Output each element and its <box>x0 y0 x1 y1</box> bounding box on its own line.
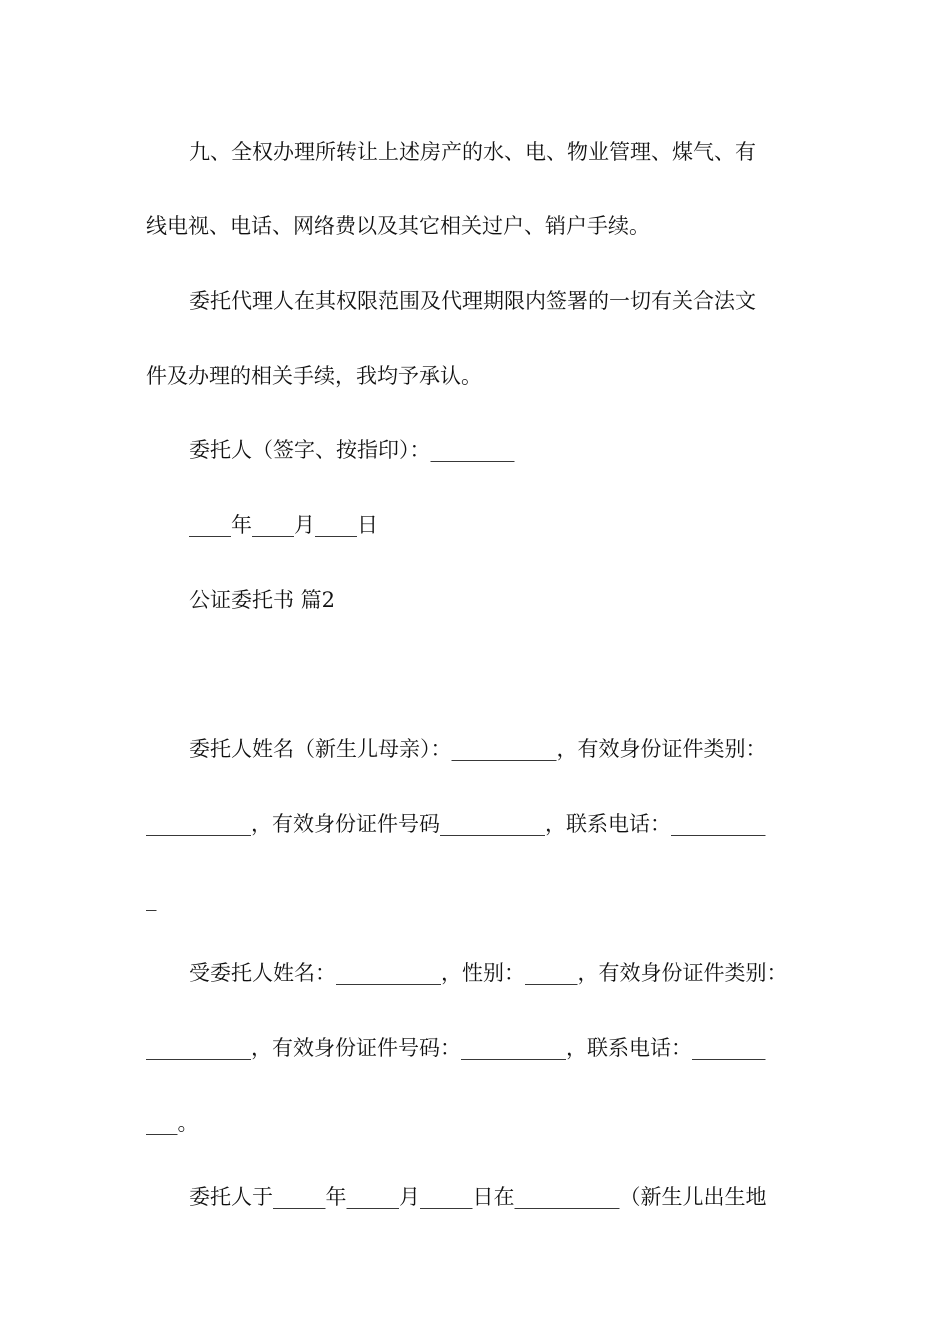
paragraph-line: _ <box>146 887 157 911</box>
paragraph-line: ___。 <box>146 1111 199 1135</box>
date-line: ____年____月____日 <box>189 513 378 537</box>
paragraph-line: 委托人于_____年_____月_____日在__________（新生儿出生地 <box>189 1185 767 1209</box>
paragraph-line: 件及办理的相关手续，我均予承认。 <box>146 364 482 388</box>
paragraph-line: 九、全权办理所转让上述房产的水、电、物业管理、煤气、有 <box>189 140 756 164</box>
section-title: 公证委托书 篇2 <box>189 588 336 612</box>
paragraph-line: 委托人姓名（新生儿母亲）：__________，有效身份证件类别： <box>189 737 767 761</box>
signature-line: 委托人（签字、按指印）：________ <box>189 438 515 462</box>
paragraph-line: 线电视、电话、网络费以及其它相关过户、销户手续。 <box>146 214 650 238</box>
paragraph-line: 委托代理人在其权限范围及代理期限内签署的一切有关合法文 <box>189 289 756 313</box>
paragraph-line: __________，有效身份证件号码__________，联系电话：_________ <box>146 812 766 836</box>
paragraph-line: 受委托人姓名：__________，性别：_____，有效身份证件类别： <box>189 961 788 985</box>
paragraph-line: __________，有效身份证件号码：__________，联系电话：_______ <box>146 1036 766 1060</box>
